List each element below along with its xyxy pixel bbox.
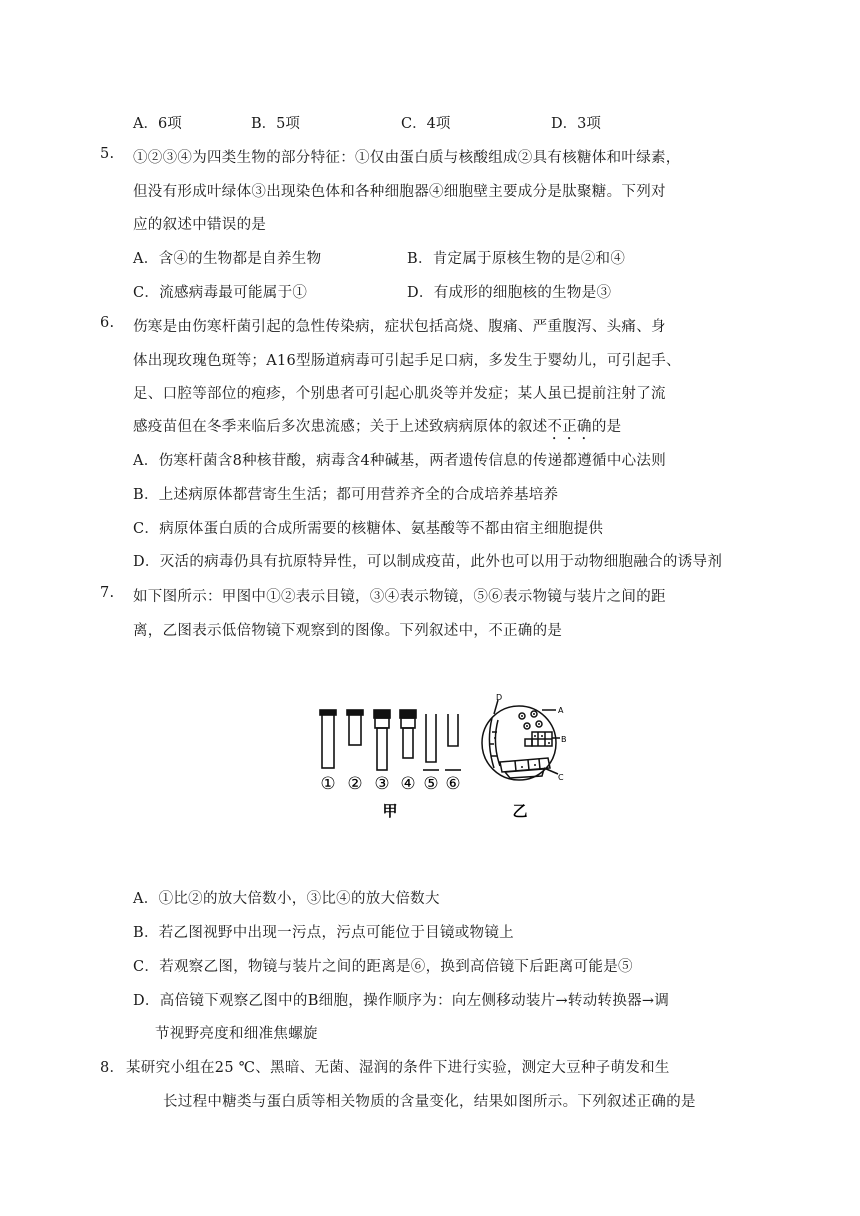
stem-line: 足、口腔等部位的疱疹，个别患者可引起心肌炎等并发症；某人虽已提前注射了流 — [133, 386, 666, 402]
stem-line: 但没有形成叶绿体③出现染色体和各种细胞器④细胞壁主要成分是肽聚糖。下列对 — [133, 184, 666, 200]
question-number: 5. — [100, 146, 115, 162]
emphasis-text: 不正确 — [547, 419, 592, 435]
objective-3 — [374, 710, 390, 770]
option-d: D．有成形的细胞核的生物是③ — [407, 285, 612, 301]
option-c: C．病原体蛋白质的合成所需要的核糖体、氨基酸等不都由宿主细胞提供 — [133, 521, 604, 537]
distance-6 — [445, 714, 461, 770]
q4-option-c: C．4项 — [401, 116, 451, 132]
label-5: ⑤ — [423, 774, 439, 794]
option-b: B．上述病原体都营寄生生活；都可用营养齐全的合成培养基培养 — [133, 487, 559, 503]
mark-d: D — [496, 693, 503, 702]
stem-line — [133, 415, 621, 443]
option-a: A．含④的生物都是自养生物 — [133, 251, 322, 267]
stem-line: 离，乙图表示低倍物镜下观察到的图像。下列叙述中，不正确的是 — [133, 623, 563, 639]
label-1: ① — [320, 774, 336, 794]
caption-jia: 甲 — [382, 802, 398, 820]
stem-line: ①②③④为四类生物的部分特征：①仅由蛋白质与核酸组成②具有核糖体和叶绿素， — [133, 150, 681, 166]
eyepiece-2 — [347, 710, 363, 745]
q4-option-b: B．5项 — [251, 116, 300, 132]
question-number: 6. — [100, 315, 115, 331]
option-d: D．灭活的病毒仍具有抗原特异性，可以制成疫苗，此外也可以用于动物细胞融合的诱导剂 — [133, 554, 723, 570]
option-b: B．若乙图视野中出现一污点，污点可能位于目镜或物镜上 — [133, 925, 514, 941]
question-number: 7. — [100, 585, 115, 601]
option-c: C．若观察乙图，物镜与装片之间的距离是⑥，换到高倍镜下后距离可能是⑤ — [133, 959, 633, 975]
stem-line: 体出现玫瑰色斑等；A16型肠道病毒可引起手足口病，多发生于婴幼儿，可引起手、 — [133, 353, 681, 369]
label-4: ④ — [400, 774, 416, 794]
mark-b: B — [561, 735, 567, 744]
stem-line: 伤寒是由伤寒杆菌引起的急性传染病，症状包括高烧、腹痛、严重腹泻、头痛、身 — [133, 319, 666, 335]
mark-a: A — [558, 706, 564, 715]
stem-line: 某研究小组在25 ℃、黑暗、无菌、湿润的条件下进行实验，测定大豆种子萌发和生 — [126, 1060, 670, 1076]
stem-line: 长过程中糖类与蛋白质等相关物质的含量变化，结果如图所示。下列叙述正确的是 — [163, 1094, 696, 1110]
option-d: D．高倍镜下观察乙图中的B细胞，操作顺序为：向左侧移动装片→转动转换器→调 — [133, 993, 670, 1009]
field-of-view — [482, 700, 560, 780]
q4-option-d: D．3项 — [551, 116, 601, 132]
label-3: ③ — [374, 774, 390, 794]
option-b: B．肯定属于原核生物的是②和④ — [407, 251, 626, 267]
option-d-continued: 节视野亮度和细准焦螺旋 — [155, 1026, 318, 1042]
objective-4 — [400, 710, 416, 758]
q4-options — [133, 112, 693, 132]
distance-5 — [423, 714, 439, 770]
label-2: ② — [347, 774, 363, 794]
stem-line: 应的叙述中错误的是 — [133, 217, 267, 233]
caption-yi: 乙 — [512, 802, 528, 820]
stem-line: 如下图所示：甲图中①②表示目镜，③④表示物镜，⑤⑥表示物镜与装片之间的距 — [133, 589, 666, 605]
mark-c: C — [558, 773, 564, 782]
q4-option-a: A．6项 — [133, 116, 182, 132]
option-a: A．①比②的放大倍数小，③比④的放大倍数大 — [133, 891, 440, 907]
eyepiece-1 — [320, 710, 336, 768]
label-6: ⑥ — [445, 774, 461, 794]
microscope-figure — [310, 688, 565, 828]
option-c: C．流感病毒最可能属于① — [133, 285, 308, 301]
question-number: 8． — [100, 1060, 125, 1076]
option-a: A．伤寒杆菌含8种核苷酸，病毒含4种碱基，两者遗传信息的传递都遵循中心法则 — [133, 453, 667, 469]
stem-text: 感疫苗但在冬季来临后多次患流感；关于上述致病病原体的叙述 — [133, 419, 548, 435]
stem-text: 的是 — [591, 419, 622, 435]
